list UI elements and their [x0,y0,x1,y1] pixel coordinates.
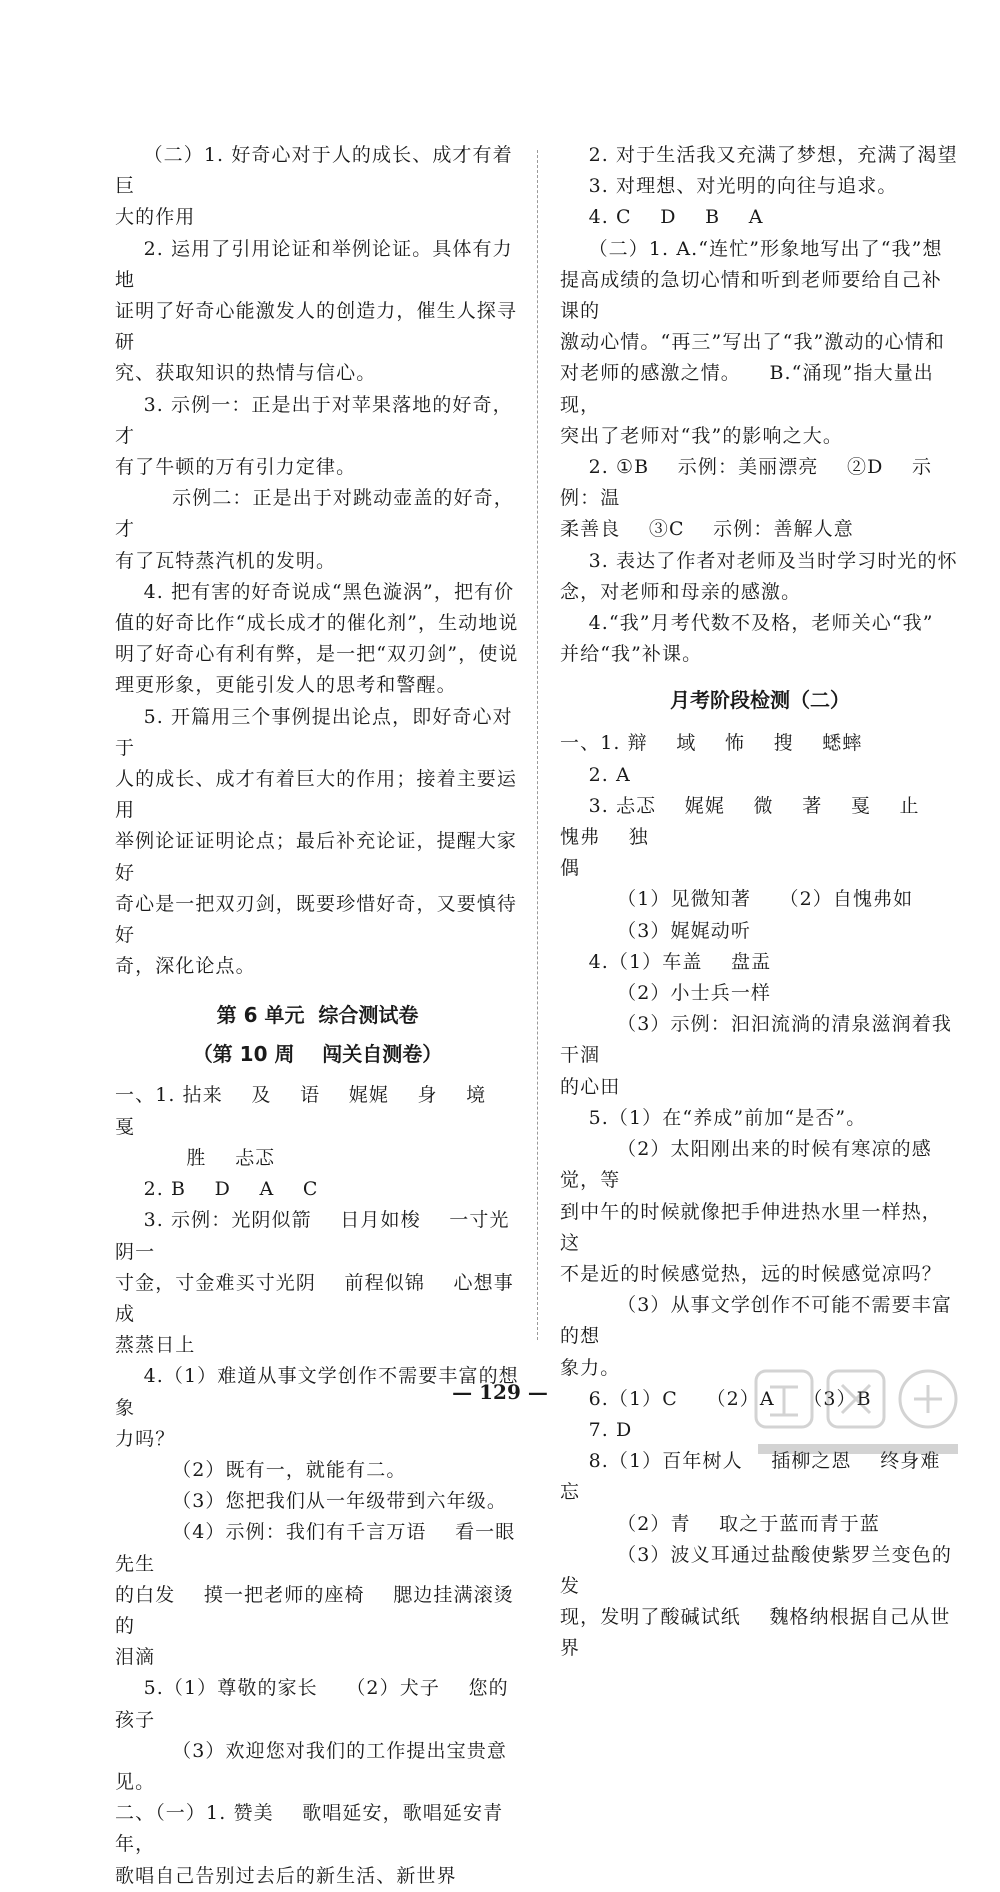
text-line: 值的好奇比作“成长成才的催化剂”，生动地说 [115,612,519,635]
text-line: 3. 忐忑 娓娓 微 著 戛 止 愧弗 独 [560,794,949,849]
text-line: （2）太阳刚出来的时候有寒凉的感觉，等 [560,1138,932,1192]
text-line: 偶 [560,857,581,880]
text-line: 柔善良 ③C 示例：善解人意 [560,518,854,541]
text-line: 一、1. 拈来 及 语 娓娓 身 境 戛 [115,1084,515,1138]
text-line: 证明了好奇心能激发人的创造力，催生人探寻研 [115,300,518,354]
text-line: 理更形象，更能引发人的思考和警醒。 [115,674,457,697]
section-title-unit6: 第 6 单元 综合测试卷 [216,1003,419,1028]
text-line: （2）青 取之于蓝而青于蓝 [560,1512,880,1535]
text-line: 对老师的感激之情。 B.“涌现”指大量出现， [560,362,934,416]
text-line: 歌唱自己告别过去后的新生活、新世界 [115,1864,457,1887]
text-line: 3. 示例一：正是出于对苹果落地的好奇，才 [115,393,513,447]
text-line: 7. D [560,1418,633,1441]
text-line: 泪滴 [115,1646,156,1669]
text-line: 4. 把有害的好奇说成“黑色漩涡”，把有价 [115,580,515,603]
text-line: （2）既有一，就能有二。 [115,1458,407,1481]
text-line: 象力。 [560,1356,621,1379]
answer-block-unit6-test [115,1080,520,1891]
text-line: （二）1. 好奇心对于人的成长、成才有着巨 [115,144,513,198]
text-line: 奇心是一把双刃剑，既要珍惜好奇，又要慎待好 [115,892,518,947]
text-line: 现，发明了酸碱试纸 魏格纳根据自己从世界 [560,1606,951,1660]
text-line: 3. 表达了作者对老师及当时学习时光的怀 [560,549,958,572]
text-line: 力吗？ [115,1427,176,1450]
section-title-monthly-test-2: 月考阶段检测（二） [670,688,850,713]
text-line: 激动心情。“再三”写出了“我”激动的心情和 [560,331,945,354]
text-line: 3. 对理想、对光明的向往与追求。 [560,175,898,198]
text-line: 念，对老师和母亲的感激。 [560,580,802,603]
answer-block-reading-continued [560,140,960,670]
text-line: （4）示例：我们有千言万语 看一眼先生 [115,1521,516,1575]
text-line: 并给“我”补课。 [560,643,703,666]
page-number: — 129 — [452,1380,548,1404]
text-line: 到中午的时候就像把手伸进热水里一样热，这 [560,1200,942,1254]
text-line: 示例二：正是出于对跳动壶盖的好奇，才 [115,487,514,541]
text-line: 2. 运用了引用论证和举例论证。具体有力地 [115,237,513,291]
text-line: 的白发 摸一把老师的座椅 腮边挂满滚烫的 [115,1583,514,1637]
text-line: 2. 对于生活我又充满了梦想，充满了渴望 [560,144,958,166]
answer-block-monthly-test-2 [560,728,960,1664]
text-line: （3）欢迎您对我们的工作提出宝贵意见。 [115,1739,507,1793]
text-line: 的心田 [560,1075,621,1098]
text-line: 不是近的时候感觉热，远的时候感觉凉吗？ [560,1262,942,1285]
text-line: 奇，深化论点。 [115,955,256,978]
text-line: （2）小士兵一样 [560,982,772,1005]
text-line: （3）娓娓动听 [560,919,751,942]
text-line: 2. ①B 示例：美丽漂亮 ②D 示例：温 [560,456,933,510]
text-line: （3）波义耳通过盐酸使紫罗兰变色的发 [560,1543,952,1597]
text-line: （二）1. A.“连忙”形象地写出了“我”想 [560,237,943,260]
text-line: 4.“我”月考代数不及格，老师关心“我” [560,612,934,635]
text-line: 3. 示例：光阴似箭 日月如梭 一寸光阴一 [115,1209,510,1263]
text-line: 胜 忐忑 [115,1146,276,1169]
text-line: 5. 开篇用三个事例提出论点，即好奇心对于 [115,705,513,759]
text-line: 4. C D B A [560,206,764,229]
text-line: （1）见微知著 （2）自愧弗如 [560,888,914,911]
section-subtitle-week10: （第 10 周 闯关自测卷） [192,1042,443,1067]
left-column [115,140,520,1892]
text-line: 突出了老师对“我”的影响之大。 [560,424,843,447]
text-line: 5.（1）在“养成”前加“是否”。 [560,1106,867,1129]
text-line: （3）您把我们从一年级带到六年级。 [115,1490,507,1513]
text-line: 明了好奇心有利有弊，是一把“双刃剑”，使说 [115,643,519,666]
text-line: 究、获取知识的热情与信心。 [115,362,377,385]
text-line: 有了瓦特蒸汽机的发明。 [115,549,337,572]
text-line: 寸金，寸金难买寸光阴 前程似锦 心想事成 [115,1271,514,1325]
text-line: 人的成长、成才有着巨大的作用；接着主要运用 [115,768,518,822]
column-divider [537,150,538,1340]
text-line: 4.（1）车盖 盘盂 [560,950,772,973]
text-line: 有了牛顿的万有引力定律。 [115,456,357,479]
text-line: 8.（1）百年树人 插柳之恩 终身难忘 [560,1450,941,1504]
text-line: 二、（一）1. 赞美 歌唱延安，歌唱延安青年， [115,1802,504,1856]
text-line: 5.（1）尊敬的家长 （2）犬子 您的孩子 [115,1677,509,1731]
answer-block-unit-reading [115,140,520,982]
text-line: 蒸蒸日上 [115,1334,196,1357]
text-line: （3）示例：汩汩流淌的清泉滋润着我干涸 [560,1013,952,1067]
text-line: （3）从事文学创作不可能不需要丰富的想 [560,1294,952,1348]
text-line: 提高成绩的急切心情和听到老师要给自己补课的 [560,268,942,323]
text-line: 2. A [560,763,631,786]
text-line: 6.（1）C （2）A （3）B [560,1387,872,1410]
text-line: 一、1. 辩 域 怖 搜 蟋蟀 [560,732,863,755]
site-watermark-logo [748,1365,968,1465]
text-line: 4.（1）难道从事文学创作不需要丰富的想象 [115,1365,519,1419]
text-line: 大的作用 [115,206,196,229]
text-line: 2. B D A C [115,1178,319,1201]
text-line: 举例论证证明论点；最后补充论证，提醒大家好 [115,830,518,884]
